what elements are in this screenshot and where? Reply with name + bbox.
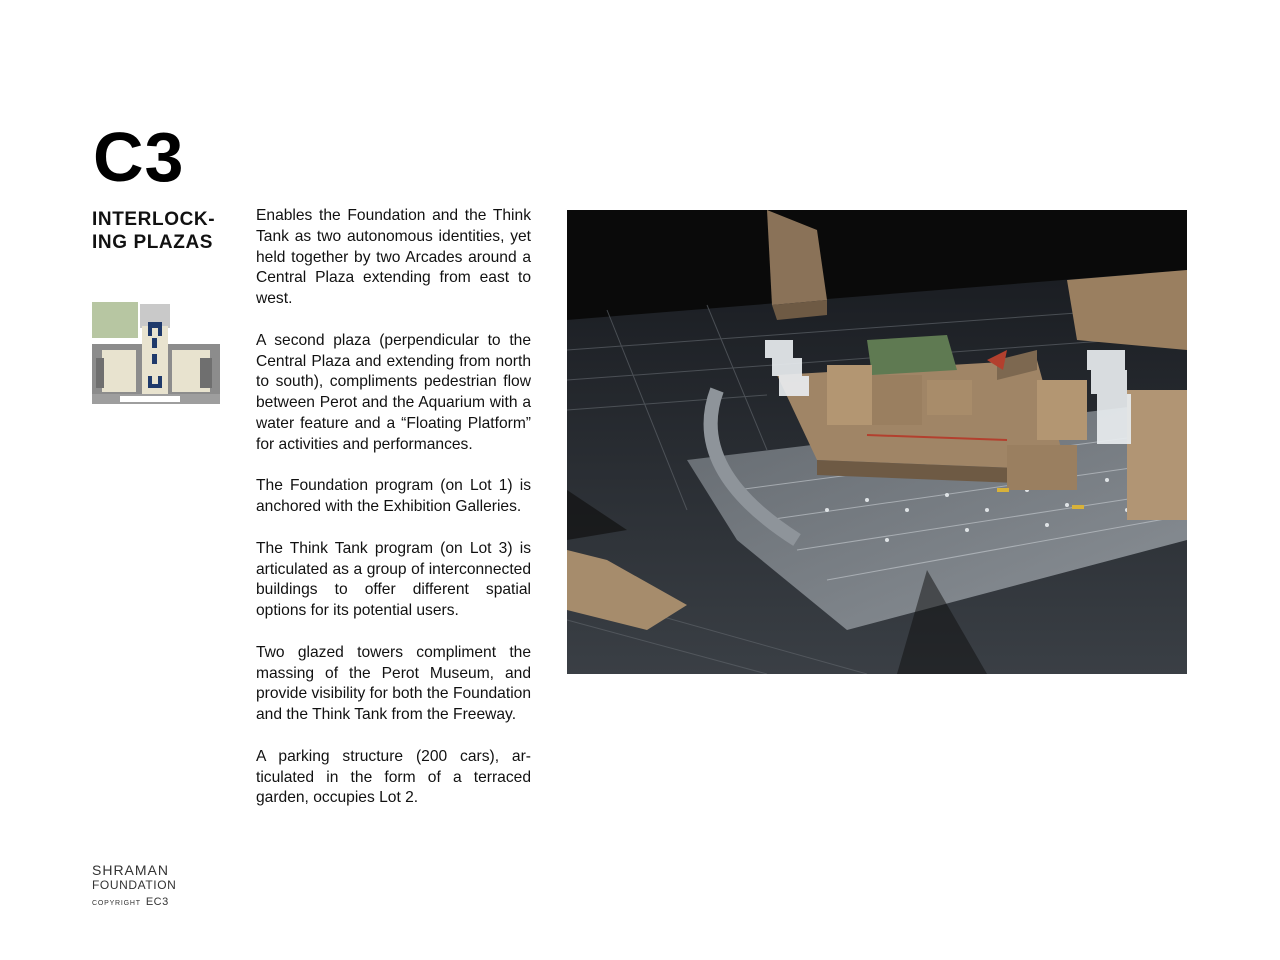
paragraph-1: Enables the Foundation and the Think Tank as two autonomous identities, yet held together by two Arcades around a Central Plaza extending from east to west. <box>256 207 531 308</box>
site-plan-diagram <box>92 302 220 404</box>
paragraph-6: A parking structure (200 cars), articulated in the form of a terraced garden, occupies Lot 2. <box>256 747 531 807</box>
paragraph-4: The Think Tank program (on Lot 3) is articulated as a group of interconnected buildings to offer different spatial options for its potential users. <box>256 539 531 620</box>
page-code-title: C3 <box>93 118 185 196</box>
subtitle-line-1: INTERLOCK- <box>92 209 216 230</box>
description-text <box>256 206 531 830</box>
brand-footer <box>92 862 176 911</box>
model-photograph <box>567 210 1187 674</box>
copyright-mark: EC3 <box>145 896 169 908</box>
section-subtitle <box>92 208 242 254</box>
paragraph-2: A second plaza (perpendicular to the Central Plaza and extending from north to south), compliments pedestrian flow between Perot and the Aquarium with a water feature and a “Floating Platform” for activities and performances. <box>256 331 531 453</box>
copyright-line <box>92 894 176 911</box>
copyright-label: COPYRIGHT <box>92 900 141 907</box>
paragraph-3: The Foundation program (on Lot 1) is anchored with the Exhibition Galleries. <box>256 477 531 516</box>
brand-line-1: SHRAMAN <box>92 862 170 878</box>
paragraph-5: Two glazed towers compliment the massing of the Perot Museum, and provide visibility for both the Foundation and the Think Tank from the Freeway. <box>256 643 531 724</box>
brand-line-2: FOUNDATION <box>92 878 177 892</box>
subtitle-line-2: ING PLAZAS <box>92 232 214 253</box>
